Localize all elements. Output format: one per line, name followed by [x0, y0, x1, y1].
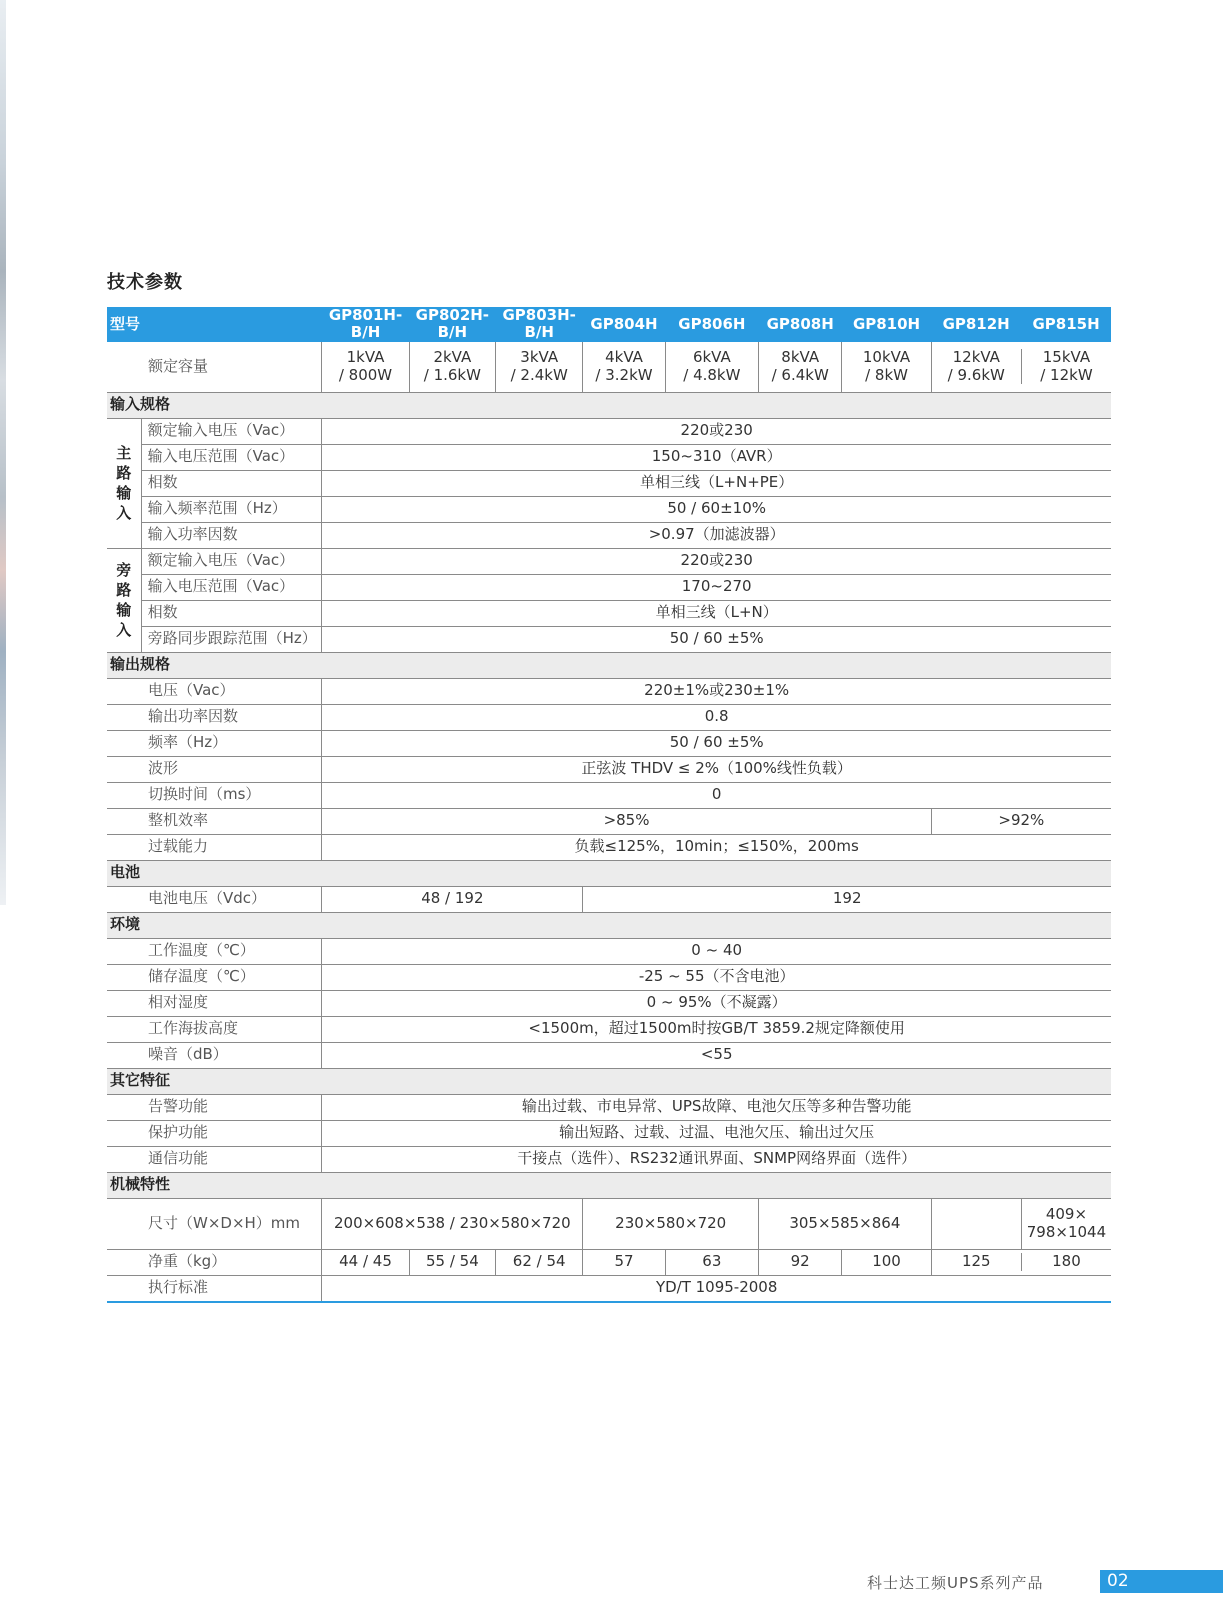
row-label: 相对湿度 [107, 990, 322, 1016]
row-value: 48 / 192 [322, 886, 583, 912]
section-title: 电池 [107, 860, 322, 886]
section-row-battery [107, 860, 1111, 886]
row-label: 告警功能 [107, 1094, 322, 1120]
model-header: GP803H-B/H [496, 307, 583, 342]
row-value: >85% [322, 808, 931, 834]
row-label: 相数 [141, 600, 322, 626]
row-label: 额定输入电压（Vac） [141, 548, 322, 574]
row-label: 过载能力 [107, 834, 322, 860]
capacity-cell: 1kVA / 800W [322, 342, 409, 393]
section-row-input [107, 392, 1111, 418]
row-label: 工作海拔高度 [107, 1016, 322, 1042]
row-label: 整机效率 [107, 808, 322, 834]
row-label: 波形 [107, 756, 322, 782]
group-label-main-input: 主 路 输 入 [107, 418, 141, 548]
row-value: 0.8 [322, 704, 1111, 730]
section-row-output [107, 652, 1111, 678]
footer-caption: 科士达工频UPS系列产品 [867, 1574, 1044, 1592]
row-label: 储存温度（℃） [107, 964, 322, 990]
model-header-pair [931, 307, 1111, 342]
model-header: GP808H [759, 307, 842, 342]
row-value: 干接点（选件）、RS232通讯界面、SNMP网络界面（选件） [322, 1146, 1111, 1172]
model-header: GP810H [842, 307, 931, 342]
row-label: 工作温度（℃） [107, 938, 322, 964]
row-label: 额定输入电压（Vac） [141, 418, 322, 444]
row-value: 220或230 [322, 418, 1111, 444]
row-value: >0.97（加滤波器） [322, 522, 1111, 548]
capacity-cell: 8kVA / 6.4kW [759, 342, 842, 393]
model-header: GP802H-B/H [409, 307, 495, 342]
row-value: 150~310（AVR） [322, 444, 1111, 470]
weight-cell: 44 / 45 [322, 1249, 409, 1275]
section-row-environment [107, 912, 1111, 938]
weight-cell: 92 [759, 1249, 842, 1275]
row-label: 保护功能 [107, 1120, 322, 1146]
capacity-cell: 3kVA / 2.4kW [496, 342, 583, 393]
row-value: 输出过载、市电异常、UPS故障、电池欠压等多种告警功能 [322, 1094, 1111, 1120]
row-label: 噪音（dB） [107, 1042, 322, 1068]
row-value: YD/T 1095-2008 [322, 1275, 1111, 1302]
model-header: GP801H-B/H [322, 307, 409, 342]
row-value: 409× 798×1044 [1021, 1199, 1111, 1249]
model-header: GP806H [665, 307, 758, 342]
row-label: 净重（kg） [107, 1249, 322, 1275]
row-label: 电池电压（Vdc） [107, 886, 322, 912]
row-value: 50 / 60±10% [322, 496, 1111, 522]
row-value: -25 ~ 55（不含电池） [322, 964, 1111, 990]
row-value: 192 [583, 886, 1111, 912]
row-value: 正弦波 THDV ≤ 2%（100%线性负载） [322, 756, 1111, 782]
row-label: 相数 [141, 470, 322, 496]
section-row-other [107, 1068, 1111, 1094]
spec-table [107, 307, 1111, 1303]
row-value: <1500m，超过1500m时按GB/T 3859.2规定降额使用 [322, 1016, 1111, 1042]
row-value: 负载≤125%，10min；≤150%，200ms [322, 834, 1111, 860]
section-title: 其它特征 [107, 1068, 322, 1094]
row-value: 220±1%或230±1% [322, 678, 1111, 704]
capacity-pair [931, 342, 1111, 393]
model-header: GP812H [942, 314, 1010, 333]
weight-cell: 180 [1052, 1252, 1081, 1271]
model-header: GP815H [1032, 314, 1100, 333]
row-value: 0 ~ 95%（不凝露） [322, 990, 1111, 1016]
row-label: 执行标准 [107, 1275, 322, 1302]
row-value: >92% [931, 808, 1111, 834]
model-header-label: 型号 [107, 307, 322, 342]
page-title: 技术参数 [107, 272, 183, 293]
row-value: 220或230 [322, 548, 1111, 574]
row-label: 输出功率因数 [107, 704, 322, 730]
row-label: 输入电压范围（Vac） [141, 444, 322, 470]
row-label: 额定容量 [107, 342, 322, 393]
row-value: 输出短路、过载、过温、电池欠压、输出过欠压 [322, 1120, 1111, 1146]
model-header: GP804H [583, 307, 665, 342]
page-edge-decoration [0, 0, 6, 905]
section-title: 环境 [107, 912, 322, 938]
row-label: 电压（Vac） [107, 678, 322, 704]
row-value: 170~270 [322, 574, 1111, 600]
capacity-cell: 2kVA / 1.6kW [409, 342, 495, 393]
row-value: 50 / 60 ±5% [322, 626, 1111, 652]
capacity-cell: 4kVA / 3.2kW [583, 342, 665, 393]
row-label: 输入功率因数 [141, 522, 322, 548]
row-value: 0 ~ 40 [322, 938, 1111, 964]
capacity-cell: 15kVA / 12kW [1040, 348, 1093, 384]
row-label: 频率（Hz） [107, 730, 322, 756]
row-value: 50 / 60 ±5% [322, 730, 1111, 756]
row-value: 305×585×864 [759, 1198, 932, 1249]
row-value: 单相三线（L+N） [322, 600, 1111, 626]
row-label: 输入电压范围（Vac） [141, 574, 322, 600]
weight-cell: 125 [932, 1253, 1022, 1270]
capacity-cell: 10kVA / 8kW [842, 342, 931, 393]
row-value: 230×580×720 [583, 1198, 759, 1249]
row-label: 切换时间（ms） [107, 782, 322, 808]
page-number: 02 [1107, 1571, 1129, 1591]
weight-cell: 55 / 54 [409, 1249, 495, 1275]
row-value: 单相三线（L+N+PE） [322, 470, 1111, 496]
row-label: 旁路同步跟踪范围（Hz） [141, 626, 322, 652]
header-row [107, 307, 1111, 342]
capacity-cell: 6kVA / 4.8kW [665, 342, 758, 393]
weight-cell: 62 / 54 [496, 1249, 583, 1275]
size-pair [931, 1198, 1111, 1249]
row-value: 0 [322, 782, 1111, 808]
weight-cell: 63 [665, 1249, 758, 1275]
row-label: 尺寸（W×D×H）mm [107, 1198, 322, 1249]
section-title: 输出规格 [107, 652, 322, 678]
row-label: 通信功能 [107, 1146, 322, 1172]
capacity-cell: 12kVA / 9.6kW [932, 349, 1022, 384]
section-row-mechanical [107, 1172, 1111, 1198]
section-title: 机械特性 [107, 1172, 322, 1198]
group-label-bypass-input: 旁 路 输 入 [107, 548, 141, 652]
weight-pair [931, 1249, 1111, 1275]
row-value: 200×608×538 / 230×580×720 [322, 1198, 583, 1249]
row-value: <55 [322, 1042, 1111, 1068]
row-label: 输入频率范围（Hz） [141, 496, 322, 522]
capacity-row [107, 342, 1111, 393]
weight-cell: 100 [842, 1249, 931, 1275]
section-title: 输入规格 [107, 392, 322, 418]
weight-cell: 57 [583, 1249, 665, 1275]
